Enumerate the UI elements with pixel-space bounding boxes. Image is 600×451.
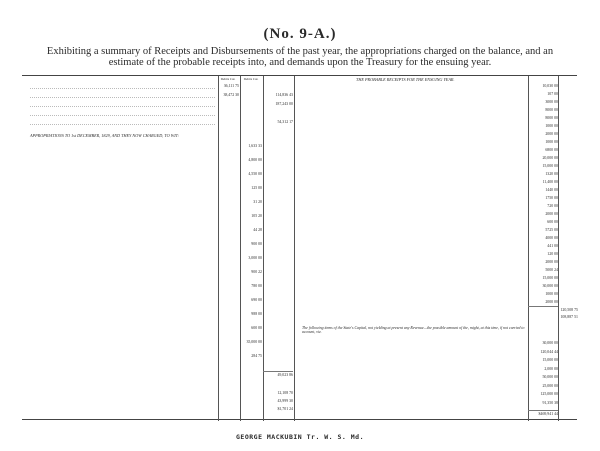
capital-amount: 25,000 00	[542, 383, 558, 388]
left-col-header-2: Debits Cur.	[243, 77, 259, 81]
receipts-total-rule	[528, 306, 558, 307]
receipt-amount: 30,000 00	[542, 284, 558, 288]
receipt-amount: 15,000 00	[542, 164, 558, 168]
receipt-amount: 5000 24	[545, 268, 558, 272]
appropriation-amount: 125 00	[251, 186, 262, 190]
capital-note	[302, 326, 526, 336]
balance-value: 12,108 70	[277, 391, 293, 395]
leader-dots	[30, 88, 215, 89]
receipt-amount: 1000 00	[545, 292, 558, 296]
receipt-amount: 720 00	[547, 204, 558, 208]
capital-amount: 15,000 00	[542, 358, 558, 362]
leader-dots	[30, 97, 215, 98]
left-column-rule	[240, 76, 241, 421]
receipt-amount: 2000 00	[545, 132, 558, 136]
signature-line: GEORGE MACKUBIN Tr. W. S. Md.	[236, 433, 364, 441]
appropriation-amount: 900 00	[251, 242, 262, 246]
ledger-amount: 38,472 30	[223, 93, 239, 97]
receipt-amount: 120 00	[547, 252, 558, 256]
appropriation-amount: 35,000 00	[246, 340, 262, 344]
appropriation-amount: 780 00	[251, 284, 262, 288]
receipt-amount: 2000 00	[545, 300, 558, 304]
receipt-amount: 1440 00	[545, 188, 558, 192]
receipt-amount: 2000 00	[545, 260, 558, 264]
total-rule	[263, 371, 293, 372]
capital-amount: 125,000 00	[540, 392, 558, 396]
appropriations-total: 49,023 86	[277, 373, 293, 377]
receipt-amount: 11,400 00	[542, 180, 558, 184]
document-heading: Exhibiting a summary of Receipts and Disbursements of the past year, the appropriations charged on the balance, and an estimate of the probable receipts into, and demands upon the Treasury for the ensuing year.	[46, 46, 554, 68]
receipt-amount: 3000 00	[545, 100, 558, 104]
appropriation-amount: 690 00	[251, 298, 262, 302]
capital-amount: 50,000 00	[542, 375, 558, 379]
appropriation-amount: 284 75	[251, 354, 262, 358]
receipt-amount: 4000 00	[545, 236, 558, 240]
applied-value: 43,999 30	[277, 399, 293, 403]
appropriation-amount: 1,633 33	[248, 144, 262, 148]
receipt-amount: 1000 00	[545, 140, 558, 144]
left-col-header-1: Debits Cur.	[220, 77, 236, 81]
center-divider	[294, 76, 295, 421]
left-column-rule	[263, 76, 264, 421]
receipts-title: THE PROBABLE RECEIPTS FOR THE ENSUING YEAR.	[356, 77, 455, 82]
appropriation-amount: 3,000 00	[248, 256, 262, 260]
capital-amount: 30,000 00	[542, 341, 558, 345]
capital-amount: 91,350 38	[542, 400, 558, 405]
leader-dots	[30, 106, 215, 107]
appropriation-amount: 105 20	[251, 214, 262, 218]
leader-dots	[30, 124, 215, 125]
right-column	[296, 76, 577, 421]
receipt-amount: 5725 00	[545, 228, 558, 232]
receipt-amount: 1000 00	[545, 124, 558, 128]
receipt-amount: 8000 00	[545, 116, 558, 120]
ledger-amount: 187,243 00	[275, 102, 293, 106]
account-sheet	[22, 75, 577, 420]
chargeable-value: $1,701 24	[277, 407, 293, 411]
appropriation-amount: 600 00	[251, 326, 262, 330]
receipt-amount: 15,000 00	[542, 276, 558, 280]
receipt-amount: 441 00	[547, 244, 558, 248]
appropriation-amount: 900 22	[251, 270, 262, 274]
right-column-rule	[558, 76, 559, 421]
capital-note-text: The following items of the State's Capital, not yielding at present any Revenue—the possible amount of the, might, at this time, if not carried to account, viz.	[302, 326, 525, 335]
appropriation-amount: 4,550 00	[248, 172, 262, 176]
appropriations-title: APPROPRIATIONS TO 1st DECEMBER, 1829, AND THEY NOW CHARGED, TO WIT:	[30, 133, 180, 138]
receipt-amount: 107 00	[547, 92, 558, 96]
receipt-amount: 20,000 00	[542, 156, 558, 160]
capital-amount: 2,000 00	[544, 366, 558, 371]
leaving-value: 108,887 51	[560, 315, 578, 319]
capital-total-rule	[528, 410, 558, 411]
appropriation-amount: 31 20	[253, 200, 262, 204]
receipt-amount: 2000 00	[545, 212, 558, 216]
appropriation-amount: 4,800 00	[248, 158, 262, 162]
left-column-rule	[218, 76, 219, 421]
receipt-amount: 600 00	[547, 220, 558, 224]
leader-dots	[30, 115, 215, 116]
receipt-amount: 1320 00	[545, 172, 558, 176]
ledger-amount: 114,836 43	[275, 93, 293, 97]
appropriation-amount: 988 00	[251, 312, 262, 316]
receipts-total: 120,508 75	[560, 308, 578, 312]
receipt-amount: 8000 00	[545, 108, 558, 112]
ledger-amount: 36,111 75	[223, 84, 239, 88]
document-number: (No. 9-A.)	[263, 26, 337, 42]
capital-total: $469,941 44	[538, 412, 558, 416]
left-column	[22, 76, 294, 421]
receipt-amount: 10,030 00	[542, 84, 558, 88]
appropriation-amount: 44 28	[253, 228, 262, 232]
capital-amount: 120,044 44	[540, 349, 558, 354]
receipt-amount: 6800 00	[545, 148, 558, 152]
ledger-amount: 54,312 17	[277, 120, 293, 124]
receipt-amount: 1750 00	[545, 196, 558, 200]
